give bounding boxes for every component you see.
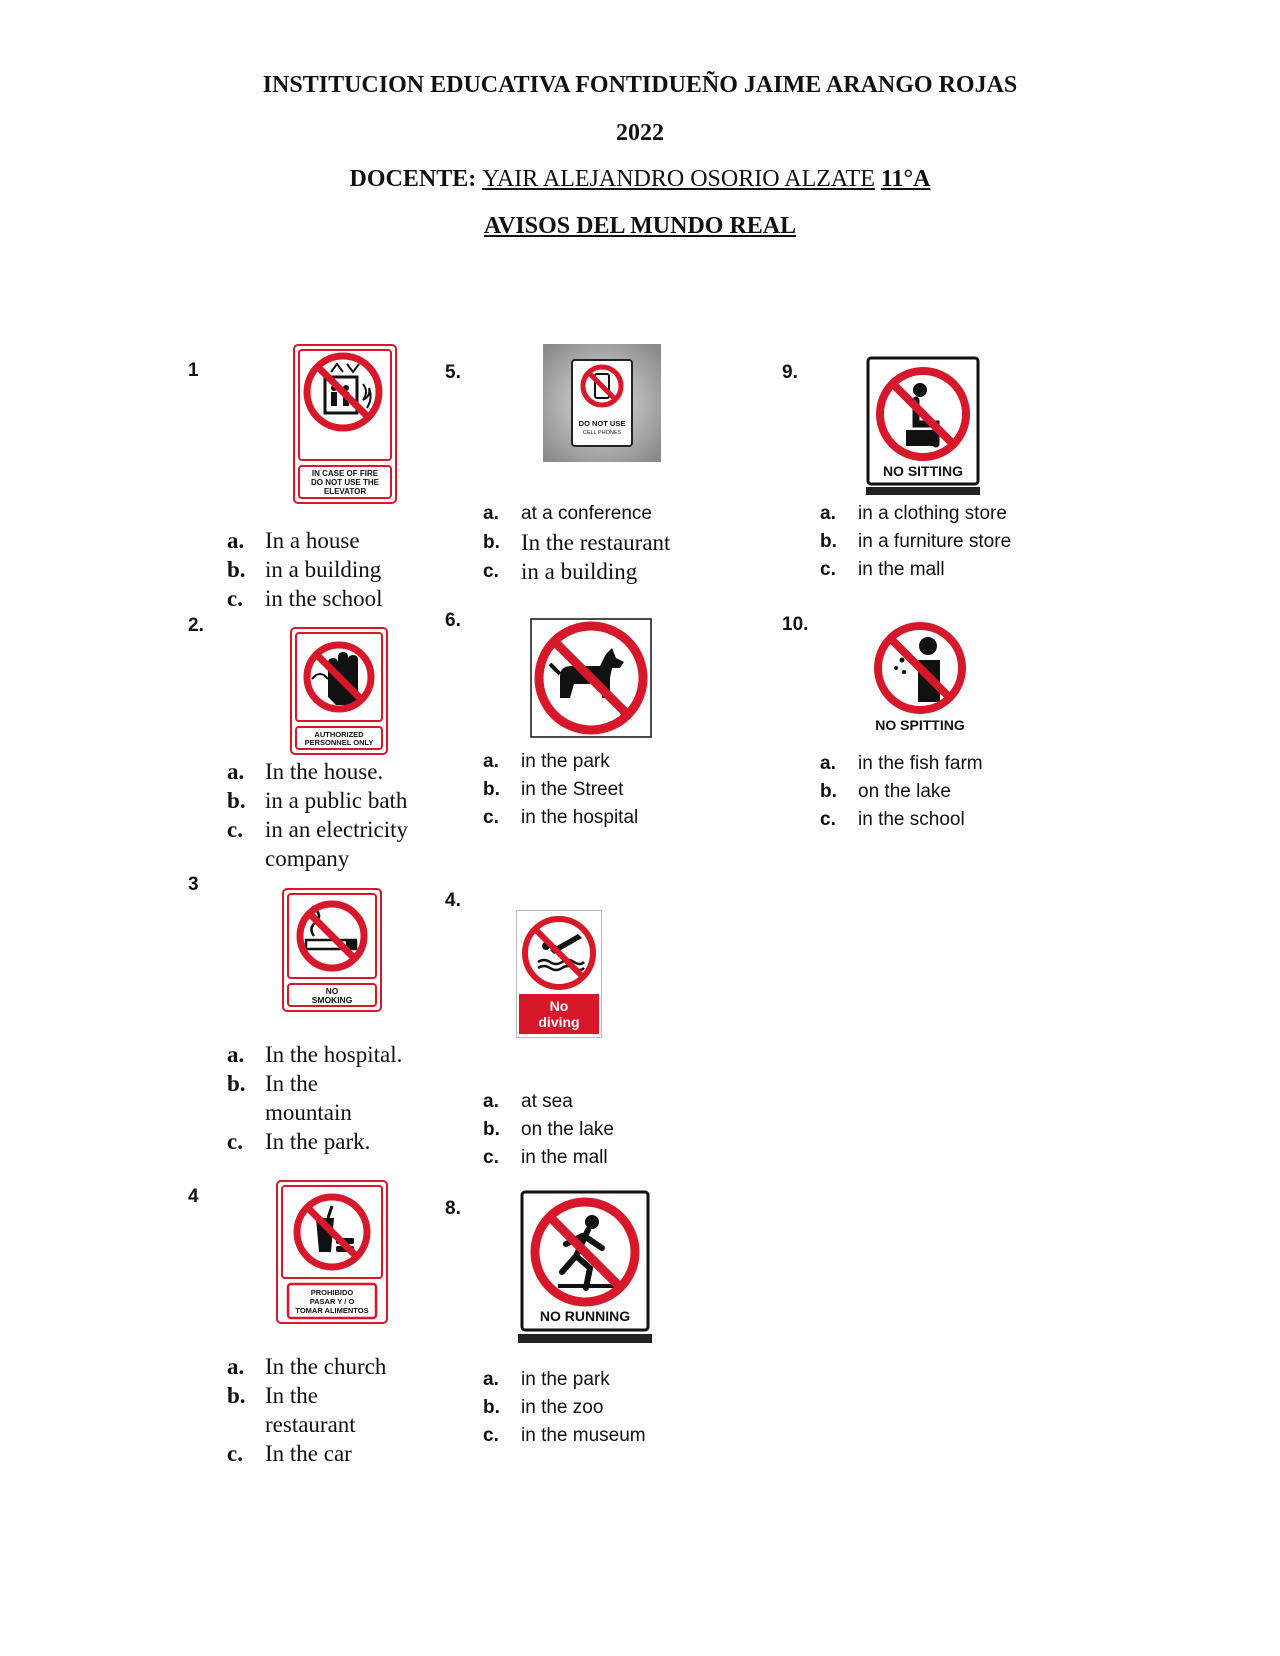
option-letter: a. [227,1042,245,1067]
option-a[interactable] [483,1088,703,1116]
option-b[interactable] [227,555,427,584]
question-number: 3 [188,874,199,895]
sign-text: SMOKING [311,995,353,1005]
sign-no-running [518,1190,652,1344]
option-a[interactable] [227,1040,427,1069]
option-text: In the park. [265,1129,371,1154]
question-number: 4. [445,890,461,911]
option-letter: a. [483,1091,499,1112]
answer-options [483,748,703,832]
option-letter: b. [227,1383,246,1408]
option-letter: a. [820,753,836,774]
option-b[interactable] [820,778,1060,806]
option-text: In the mountain [265,1071,352,1125]
sign-no-dogs [530,618,652,738]
sign-text: DO NOT USE THE [310,478,380,487]
question-number: 5. [445,362,461,383]
sign-no-spitting [860,618,982,744]
option-c[interactable] [483,804,703,832]
option-c[interactable] [483,1422,703,1450]
option-c[interactable] [820,556,1060,584]
option-c[interactable] [227,1439,427,1468]
option-letter: a. [227,759,245,784]
option-letter: c. [483,1147,499,1168]
option-letter: c. [820,559,836,580]
option-letter: a. [483,1369,499,1390]
answer-options [227,1352,427,1468]
sign-text: NO RUNNING [539,1308,631,1324]
option-text: in the zoo [521,1397,604,1418]
sign-text: NO [325,986,339,996]
option-text: in the Street [521,779,624,800]
sign-no-cell-phones [543,344,661,462]
option-b[interactable] [483,776,703,804]
question-number: 1 [188,360,199,381]
option-letter: b. [227,1071,246,1096]
sign-text: DO NOT USE [578,419,626,428]
question-number: 8. [445,1198,461,1219]
docente-label: DOCENTE: [349,166,477,192]
sign-fire-elevator [293,344,397,504]
option-letter: b. [483,779,500,800]
option-text: in a building [265,557,382,582]
option-b[interactable] [820,528,1060,556]
sign-text: No [549,998,569,1014]
option-text: at sea [521,1091,573,1112]
option-a[interactable] [483,748,703,776]
option-a[interactable] [227,1352,427,1381]
sign-text: PASAR Y / O [309,1297,355,1306]
grade: 11°A [880,166,931,192]
option-letter: a. [820,503,836,524]
answer-options [820,750,1060,834]
institution-title: INSTITUCION EDUCATIVA FONTIDUEÑO JAIME ARANGO ROJAS [262,72,1018,98]
option-text: in a building [521,559,638,584]
option-c[interactable] [227,584,427,613]
sign-text: NO SITTING [882,463,964,479]
option-letter: b. [227,557,246,582]
sign-text: IN CASE OF FIRE [311,469,379,478]
option-b[interactable] [227,1069,427,1127]
option-text: in the mall [521,1147,608,1168]
worksheet-title: AVISOS DEL MUNDO REAL [483,213,797,239]
option-b[interactable] [483,528,703,557]
docente-name: YAIR ALEJANDRO OSORIO ALZATE [482,166,875,192]
option-letter: a. [483,503,499,524]
sign-text: diving [538,1014,580,1030]
option-b[interactable] [483,1394,703,1422]
answer-options [227,757,437,873]
sign-text: AUTHORIZED [314,730,364,739]
sign-no-diving [516,910,602,1038]
option-letter: b. [483,1397,500,1418]
answer-options [483,1366,703,1450]
option-b[interactable] [227,1381,427,1439]
option-c[interactable] [820,806,1060,834]
option-text: in the fish farm [858,753,983,774]
option-letter: c. [483,807,499,828]
docente-line [0,166,1280,193]
option-letter: b. [483,1119,500,1140]
option-c[interactable] [227,1127,427,1156]
option-a[interactable] [483,500,703,528]
option-c[interactable] [227,815,437,873]
option-c[interactable] [483,1144,703,1172]
sign-text: ELEVATOR [323,487,367,496]
option-letter: b. [820,781,837,802]
question-number: 10. [782,614,809,635]
sign-text: TOMAR ALIMENTOS [295,1306,369,1315]
option-letter: c. [483,561,499,582]
option-letter: c. [227,1129,243,1154]
question-number: 6. [445,610,461,631]
option-text: In the restaurant [521,530,671,555]
sign-no-sitting [864,356,982,496]
option-a[interactable] [227,526,427,555]
answer-options [227,1040,427,1156]
option-text: In the car [265,1441,352,1466]
option-text: in the museum [521,1425,646,1446]
option-letter: a. [483,751,499,772]
option-letter: c. [483,1425,499,1446]
option-text: in a public bath [265,788,408,813]
answer-options [483,1088,703,1172]
answer-options [820,500,1060,584]
option-text: in the school [265,586,383,611]
option-letter: b. [227,788,246,813]
option-text: at a conference [521,503,652,524]
option-text: in the park [521,751,610,772]
option-a[interactable] [820,750,1060,778]
option-text: in an electricity company [265,817,409,871]
question-number: 4 [188,1186,199,1207]
option-c[interactable] [483,557,703,586]
option-text: in the mall [858,559,945,580]
option-a[interactable] [227,757,437,786]
question-number: 9. [782,362,798,383]
option-letter: c. [227,1441,243,1466]
option-text: In the house. [265,759,384,784]
option-text: In a house [265,528,360,553]
option-b[interactable] [227,786,437,815]
option-letter: b. [820,531,837,552]
option-letter: c. [227,817,243,842]
option-text: on the lake [521,1119,614,1140]
option-text: In the hospital. [265,1042,403,1067]
option-text: in a furniture store [858,531,1012,552]
year: 2022 [616,120,664,146]
option-letter: c. [820,809,836,830]
option-b[interactable] [483,1116,703,1144]
sign-text: PROHIBIDO [310,1288,354,1297]
option-text: in the park [521,1369,610,1390]
sign-no-food [276,1180,388,1324]
option-a[interactable] [820,500,1060,528]
option-text: In the church [265,1354,387,1379]
sign-authorized-personnel [290,627,388,755]
option-letter: a. [227,528,245,553]
option-text: in the hospital [521,807,639,828]
option-letter: b. [483,532,500,553]
answer-options [227,526,427,613]
sign-no-smoking [282,888,382,1012]
option-a[interactable] [483,1366,703,1394]
question-number: 2. [188,615,204,636]
answer-options [483,500,703,586]
option-text: In the restaurant [265,1383,356,1437]
option-letter: a. [227,1354,245,1379]
option-text: in a clothing store [858,503,1007,524]
option-letter: c. [227,586,243,611]
sign-text: PERSONNEL ONLY [304,738,374,747]
sign-text: CELL PHONES [582,430,622,436]
option-text: on the lake [858,781,951,802]
option-text: in the school [858,809,965,830]
sign-text: NO SPITTING [875,717,965,733]
